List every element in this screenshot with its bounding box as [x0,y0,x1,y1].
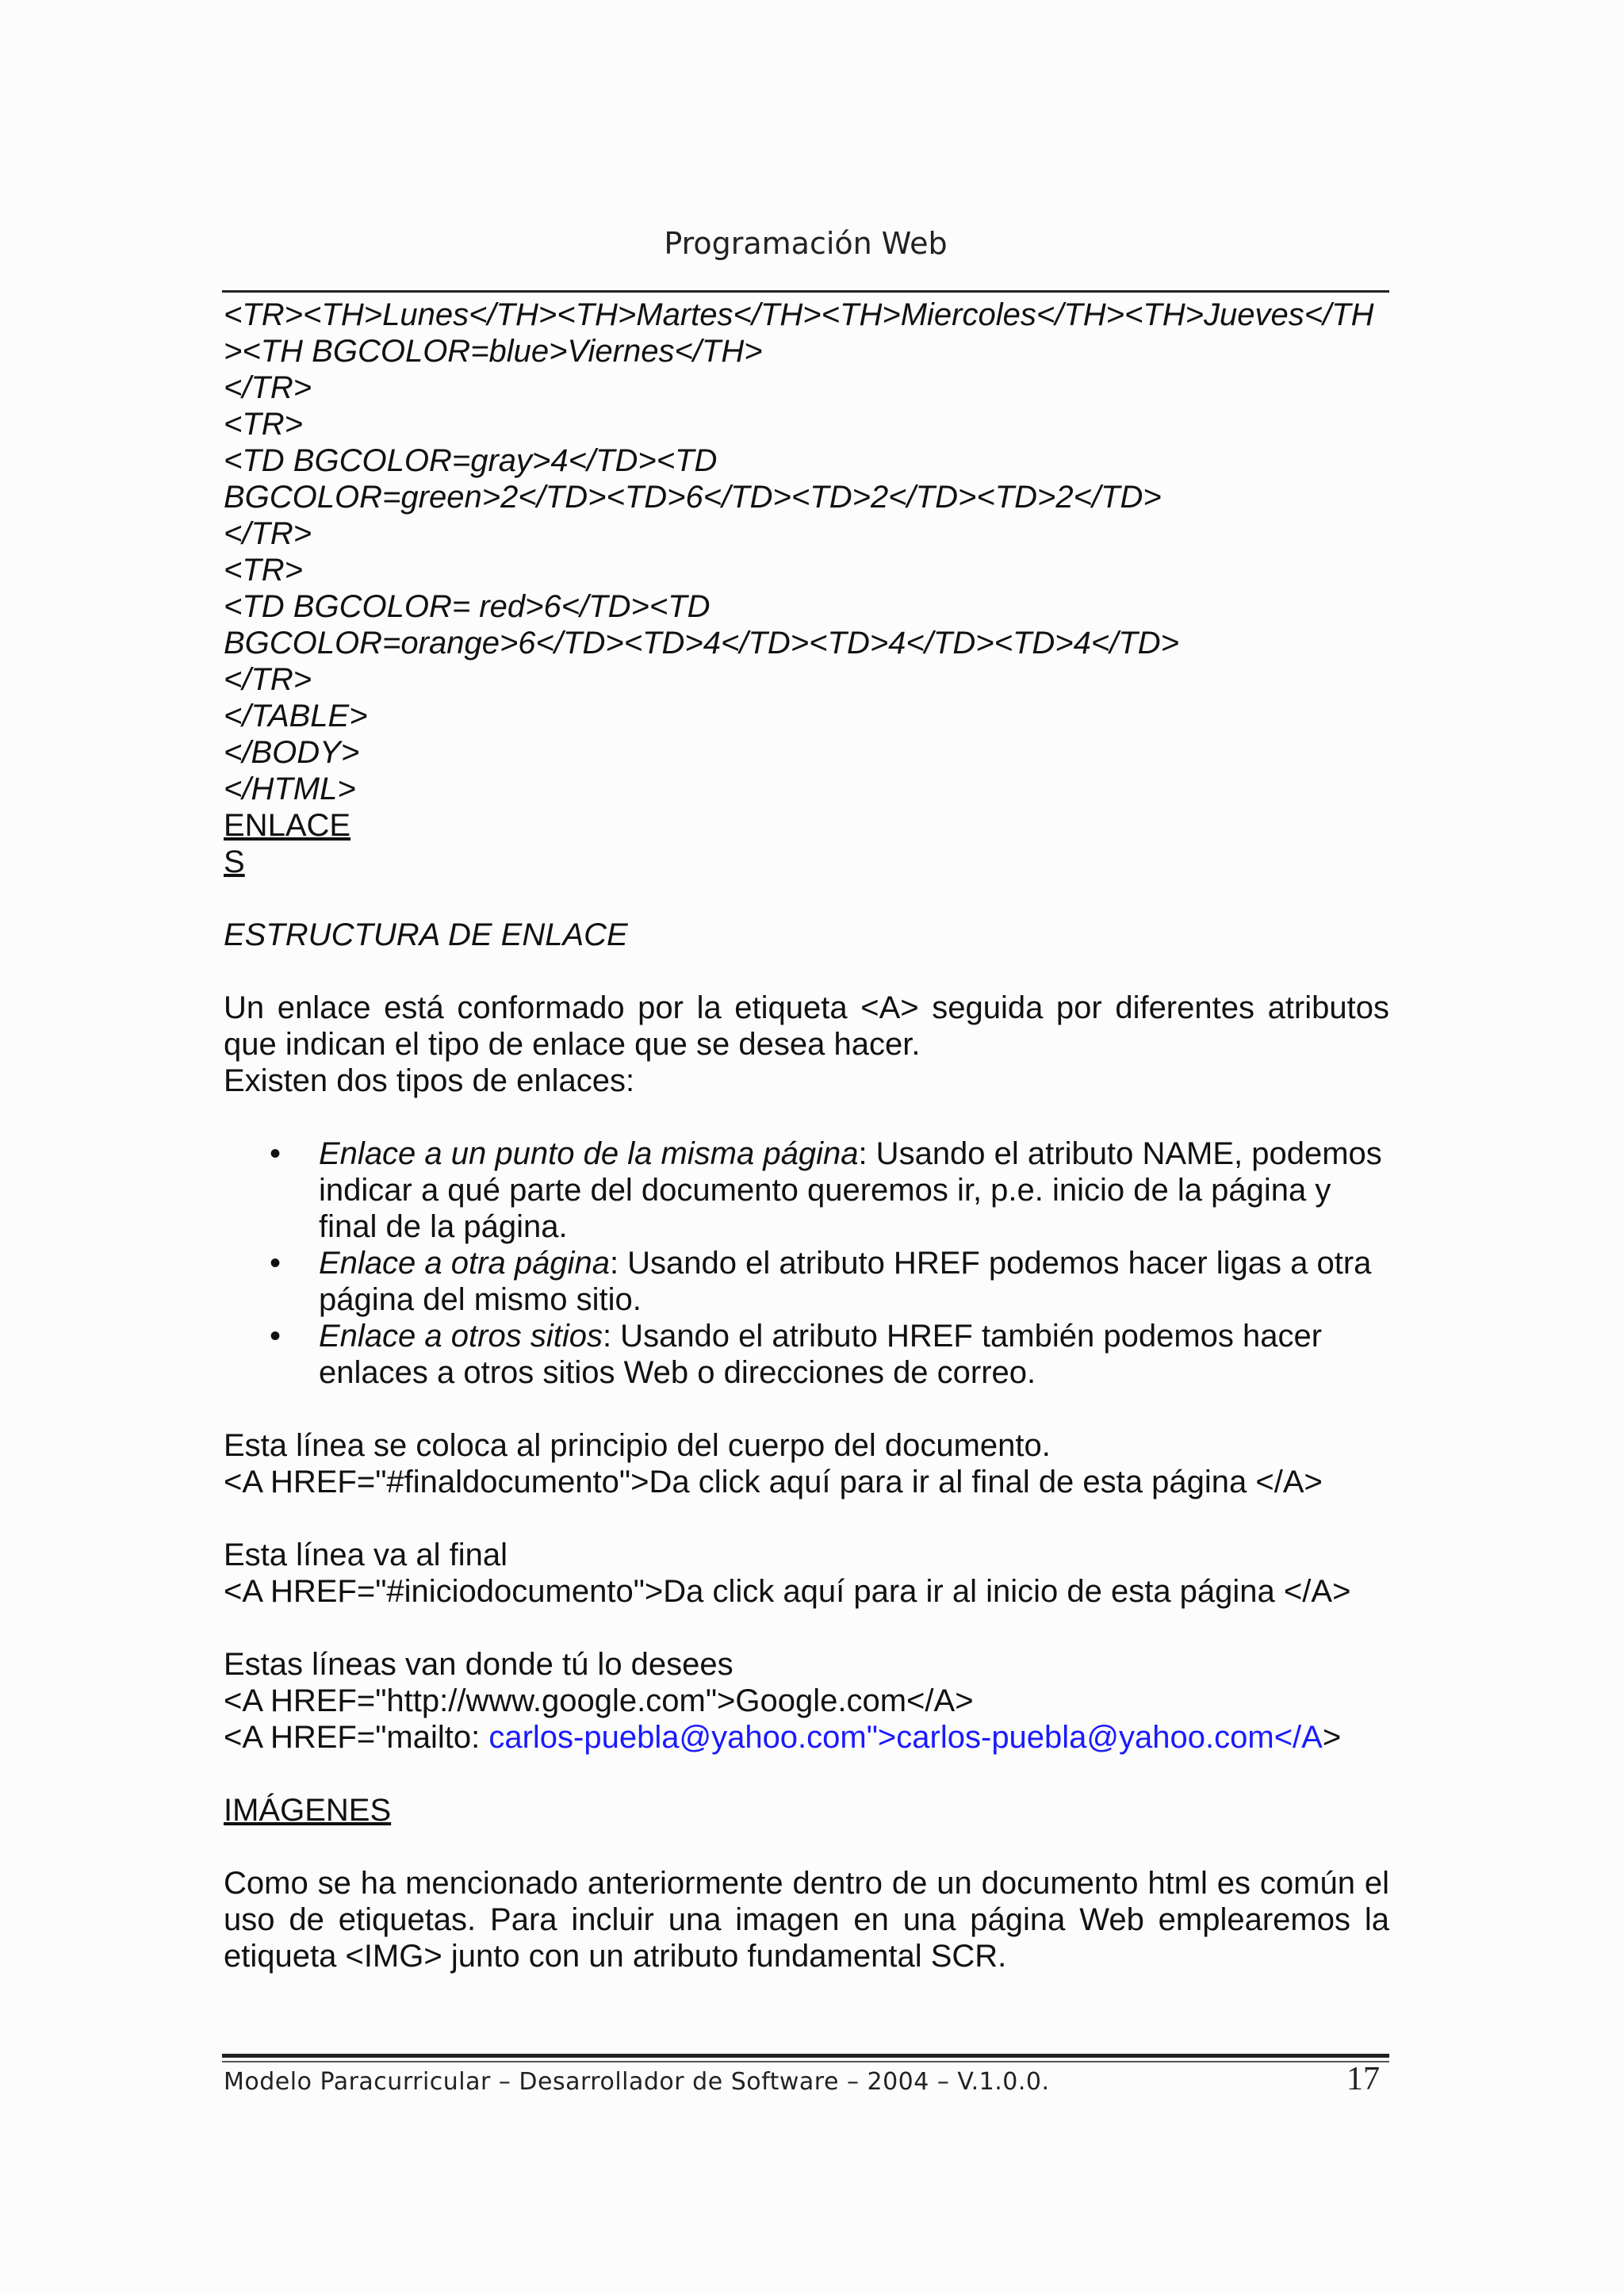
code-line: <TD BGCOLOR= red>6</TD><TD [224,589,710,624]
bullet-text: : Usando el atributo HREF podemos hacer ligas a otra página del mismo sitio. [319,1246,1372,1317]
intro-paragraph: Un enlace está conformado por la etiqueta <A> seguida por diferentes atributos que indican el tipo de enlace que se desea hacer. [224,990,1389,1062]
code-line: </TABLE> [224,699,368,733]
enlaces-heading-line1: ENLACE [224,808,351,843]
block3-line1: Estas líneas van donde tú lo desees [224,1647,733,1682]
footer-text: Modelo Paracurricular – Desarrollador de Software – 2004 – V.1.0.0. [224,2068,1050,2096]
email-link[interactable]: carlos-puebla@yahoo.com">carlos-puebla@yahoo.com</A [488,1720,1323,1755]
code-line: <TR> [224,407,304,442]
page-header-title: Programación Web [664,226,948,261]
bullet-icon: • [270,1319,282,1354]
block1-line2: <A HREF="#finaldocumento">Da click aquí para ir al final de esta página </A> [224,1465,1323,1499]
imagenes-paragraph: Como se ha mencionado anteriormente dentro de un documento html es común el uso de etiquetas. Para incluir una imagen en una página Web emplearemos la etiqueta <IMG> junto con un atributo fundamental SCR. [224,1866,1389,1974]
list-item [270,1245,1389,1318]
footer-rule-thin [222,2061,1389,2062]
list-item [270,1136,1389,1245]
block2-line2: <A HREF="#iniciodocumento">Da click aquí para ir al inicio de esta página </A> [224,1574,1351,1609]
code-block [224,297,1389,807]
types-intro: Existen dos tipos de enlaces: [224,1063,635,1098]
block3-line2: <A HREF="http://www.google.com">Google.com</A> [224,1683,974,1718]
block1-line1: Esta línea se coloca al principio del cuerpo del documento. [224,1428,1051,1463]
bullet-term: Enlace a un punto de la misma página [319,1136,859,1171]
code-line: ><TH BGCOLOR=blue>Viernes</TH> [224,334,763,369]
imagenes-heading: IMÁGENES [224,1793,392,1828]
bullet-text: : Usando el atributo HREF también podemos hacer enlaces a otros sitios Web o direcciones de correo. [319,1319,1323,1390]
code-line: <TR><TH>Lunes</TH><TH>Martes</TH><TH>Miercoles</TH><TH>Jueves</TH [224,297,1374,332]
estructura-heading: ESTRUCTURA DE ENLACE [224,917,628,952]
code-line: <TR> [224,553,304,588]
enlaces-heading-line2: S [224,844,245,879]
header-rule [222,290,1389,293]
page-number: 17 [1346,2061,1380,2097]
bullet-term: Enlace a otros sitios [319,1319,603,1354]
code-line: BGCOLOR=green>2</TD><TD>6</TD><TD>2</TD><TD>2</TD> [224,480,1162,515]
code-line: </TR> [224,662,312,697]
code-line: <TD BGCOLOR=gray>4</TD><TD [224,443,718,478]
code-line: </HTML> [224,772,356,806]
code-line: </TR> [224,516,312,551]
mailto-prefix: <A HREF="mailto: [224,1720,489,1755]
bullet-text: : Usando el atributo NAME, podemos indicar a qué parte del documento queremos ir, p.e. inicio de la página y final de la página. [319,1136,1382,1244]
code-line: BGCOLOR=orange>6</TD><TD>4</TD><TD>4</TD><TD>4</TD> [224,626,1180,661]
code-line: </BODY> [224,735,360,770]
bullet-icon: • [270,1246,282,1281]
document-body [224,297,1389,1974]
list-item [270,1318,1389,1391]
code-line: </TR> [224,370,312,405]
block3-line3 [224,1719,1389,1756]
mailto-suffix: > [1322,1720,1342,1755]
footer-rule [222,2054,1389,2058]
bullet-term: Enlace a otra página [319,1246,610,1281]
block2-line1: Esta línea va al final [224,1538,508,1572]
link-types-list [224,1136,1389,1391]
bullet-icon: • [270,1136,282,1171]
